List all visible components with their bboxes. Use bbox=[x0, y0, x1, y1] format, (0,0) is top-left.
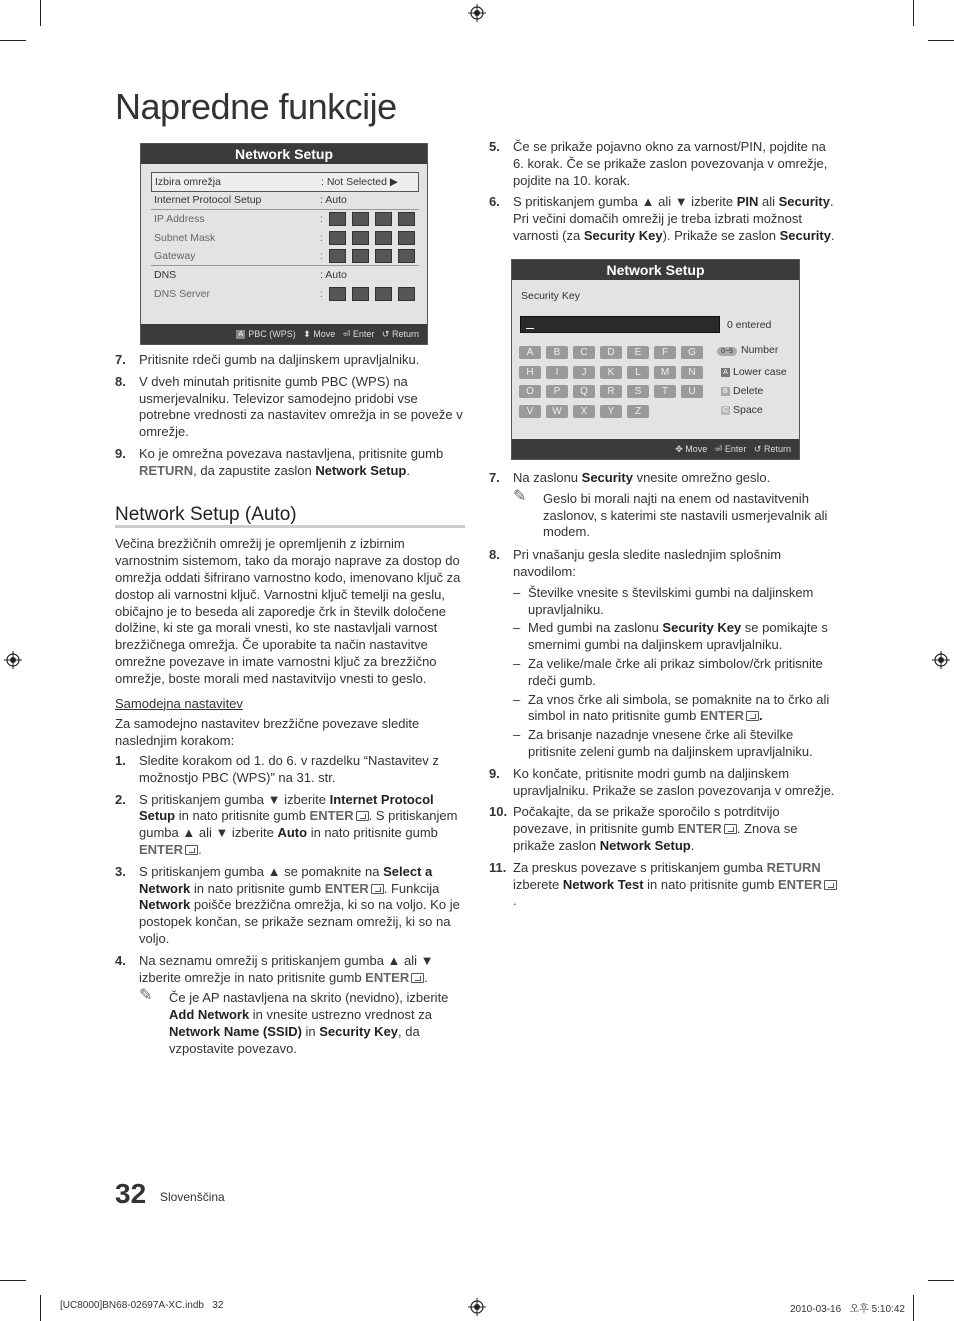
osd-row-ip-address: IP Address : bbox=[151, 210, 419, 228]
key-o[interactable]: O bbox=[519, 385, 541, 398]
enter-icon bbox=[724, 824, 737, 834]
crop-mark bbox=[913, 1295, 914, 1321]
enter-icon bbox=[746, 711, 759, 721]
osd-row-ip-setup[interactable]: Internet Protocol Setup : Auto bbox=[151, 191, 419, 210]
step-9-left: 9. Ko je omrežna povezava nastavljena, pritisnite gumb RETURN, da zapustite zaslon Network Setup. bbox=[115, 445, 444, 478]
registration-mark-icon bbox=[932, 651, 950, 669]
print-footer-left: [UC8000]BN68-02697A-XC.indb 32 bbox=[60, 1300, 224, 1311]
entered-count: 0 entered bbox=[727, 319, 772, 331]
pencil-icon: ✎ bbox=[139, 987, 153, 1005]
section-heading: Network Setup (Auto) bbox=[115, 507, 465, 529]
step-5: 5. Če se prikaže pojavno okno za varnost/PIN, pojdite na 6. korak. Če se prikaže zaslon povezovanja v omrežje, pojdite na 10. korak. bbox=[489, 139, 828, 188]
step-9-right: 9. Ko končate, pritisnite modri gumb na daljinskem upravljalniku. Prikaže se zaslon povezovanja v omrežje. bbox=[489, 765, 835, 798]
pencil-icon: ✎ bbox=[513, 487, 527, 505]
key-d[interactable]: D bbox=[600, 346, 622, 359]
crop-mark bbox=[913, 0, 914, 26]
green-b-icon: B bbox=[721, 387, 730, 396]
key-p[interactable]: P bbox=[546, 385, 568, 398]
step-10: 10. Počakajte, da se prikaže sporočilo s potrditvijo povezave, in pritisnite gumb ENTER . Znova se prikaže zaslon Network Setup. bbox=[489, 804, 798, 853]
step-11: 11. Za preskus povezave s pritiskanjem gumba RETURN izberete Network Test in nato pritisnite gumb ENTER. bbox=[489, 860, 839, 910]
return-icon: ↺ bbox=[753, 444, 762, 454]
bullet: – Številke vnesite s številskimi gumbi na daljinskem upravljalniku. bbox=[513, 584, 814, 617]
key-f[interactable]: F bbox=[654, 346, 676, 359]
right-column-top bbox=[489, 139, 839, 250]
move-icon: ✥ bbox=[675, 444, 683, 454]
legend-lower: A Lower case bbox=[721, 366, 787, 378]
enter-icon: ⏎ bbox=[342, 329, 351, 339]
registration-mark-icon bbox=[4, 651, 22, 669]
registration-mark-icon bbox=[468, 1298, 486, 1316]
osd-footer: ✥ Move ⏎ Enter ↺ Return bbox=[512, 439, 799, 459]
crop-mark bbox=[0, 40, 26, 41]
sub-intro: Za samodejno nastavitev brezžične povezave sledite naslednjim korakom: bbox=[115, 716, 420, 749]
intro-paragraph: Večina brezžičnih omrežij je opremljenih z izbirnim varnostnim sistemom, tako da morajo naprave za dostop do omrežja oddati šifrirano varnostno kodo, imenovano ključ za dostop ali varnostni ključ. Varnostni ključ temelji na geslu, običajno je to beseda ali zaporedje črk in številk določene dolžine, ki ste ga morali vnesti, ko ste nastavljali varnost brezžičnega omrežja. Če uporabite ta način nastavitve omrežne povezave in imate varnostni ključ za brezžično omrežje, boste morali med nastavitvijo vnesti to geslo. bbox=[115, 536, 461, 686]
page-number: 32 bbox=[115, 1178, 147, 1209]
step-1: 1. Sledite korakom od 1. do 6. v razdelku “Nastavitev z možnostjo PBC (WPS)” na 31. str. bbox=[115, 752, 439, 785]
key-g[interactable]: G bbox=[681, 346, 703, 359]
crop-mark bbox=[928, 1280, 954, 1281]
step-4: 4. Na seznamu omrežij s pritiskanjem gumba ▲ ali ▼ izberite omrežje in nato pritisnite gumb ENTER . ✎ Če je AP nastavljena na skrito (nevidno), izberite Add Network in vnesite ustrezno vrednost za Network Name (SSID) in Security Key, da vzpostavite povezavo. bbox=[115, 953, 465, 1058]
bullet: – Za vnos črke ali simbola, se pomaknite na to črko ali simbol in nato pritisnite gumb ENTER . bbox=[513, 691, 830, 724]
key-e[interactable]: E bbox=[627, 346, 649, 359]
step-8-right: 8. Pri vnašanju gesla sledite naslednjim splošnim navodilom: – Številke vnesite s številskimi gumbi na daljinskem upravljalniku. – Med gumbi na zaslonu Security Key se pomikajte s smernimi gumbi na daljinskem upravljalniku. – Za velike/male črke ali prikaz simbolov/črk pritisnite rdeči gumb. – Za vnos črke ali simbola, se pomaknite na to črko ali simbol in nato pritisnite gumb ENTER . – Za brisanje nazadnje vnesene črke ali številke pritisnite zeleni gumb na daljinskem upravljalniku. bbox=[489, 547, 839, 761]
enter-icon bbox=[824, 880, 837, 890]
key-r[interactable]: R bbox=[600, 385, 622, 398]
legend-number: 0~9 Number bbox=[717, 344, 778, 356]
step-8-left: 8. V dveh minutah pritisnite gumb PBC (WPS) na usmerjevalniku. Televizor samodejno pridobi vse potrebne vrednosti za nastavitev omrežja in se poveže v omrežje. bbox=[115, 373, 463, 440]
registration-mark-icon bbox=[468, 4, 486, 22]
note: ✎ Če je AP nastavljena na skrito (nevidno), izberite Add Network in vnesite ustrezno vrednost za Network Name (SSID) in Security Key, da vzpostavite povezavo. bbox=[139, 987, 449, 1056]
red-a-icon: A bbox=[721, 368, 730, 377]
key-a[interactable]: A bbox=[519, 346, 541, 359]
key-s[interactable]: S bbox=[627, 385, 649, 398]
bullet: – Med gumbi na zaslonu Security Key se pomikajte s smernimi gumbi na daljinskem upravljalniku. bbox=[513, 620, 828, 653]
key-j[interactable]: J bbox=[573, 366, 595, 379]
bullet: – Za brisanje nazadnje vnesene črke ali številke pritisnite zeleni gumb na daljinskem upravljalniku. bbox=[513, 727, 813, 759]
key-x[interactable]: X bbox=[573, 405, 595, 418]
security-key-input[interactable] bbox=[520, 316, 720, 333]
page-title: Napredne funkcije bbox=[115, 86, 397, 127]
crop-mark bbox=[0, 1280, 26, 1281]
legend-space: C Space bbox=[722, 404, 763, 416]
note: ✎ Geslo bi morali najti na enem od nastavitvenih zaslonov, s katerimi ste nastavili usmerjevalnik ali modem. bbox=[513, 487, 828, 540]
enter-icon bbox=[185, 845, 198, 855]
bullet: – Za velike/male črke ali prikaz simbolov/črk pritisnite rdeči gumb. bbox=[513, 655, 823, 688]
key-m[interactable]: M bbox=[654, 366, 676, 379]
osd-row-gateway: Gateway : bbox=[151, 247, 419, 266]
crop-mark bbox=[40, 1295, 41, 1321]
key-w[interactable]: W bbox=[546, 405, 568, 418]
subsection-heading: Samodejna nastavitev bbox=[115, 695, 243, 711]
network-setup-osd bbox=[140, 143, 428, 345]
osd-title: Network Setup bbox=[512, 260, 799, 280]
key-n[interactable]: N bbox=[681, 366, 703, 379]
security-key-label: Security Key bbox=[521, 290, 580, 302]
key-z[interactable]: Z bbox=[627, 405, 649, 418]
step-3: 3. S pritiskanjem gumba ▲ se pomaknite na Select a Network in nato pritisnite gumb ENTER . Funkcija Network poišče brezžična omrežja, ki so na voljo. Ko je postopek končan, se prikaže seznam omrežij, ki so na voljo. bbox=[115, 863, 460, 946]
step-6: 6. S pritiskanjem gumba ▲ ali ▼ izberite PIN ali Security. Pri večini domačih omrežij je treba izbrati možnost varnosti (za Security Key). Prikaže se zaslon Security. bbox=[489, 194, 835, 243]
enter-icon bbox=[411, 973, 424, 983]
crop-mark bbox=[928, 40, 954, 41]
enter-icon: ⏎ bbox=[714, 444, 723, 454]
return-icon: ↺ bbox=[381, 329, 390, 339]
crop-mark bbox=[40, 0, 41, 26]
red-a-icon: A bbox=[236, 330, 245, 339]
yellow-c-icon: C bbox=[722, 406, 729, 414]
move-icon: ⬍ bbox=[303, 329, 311, 339]
osd-row-dns-server: DNS Server : bbox=[151, 285, 419, 303]
osd-row-subnet-mask: Subnet Mask : bbox=[151, 229, 419, 247]
key-y[interactable]: Y bbox=[600, 405, 622, 418]
enter-icon bbox=[356, 811, 369, 821]
osd-footer: A PBC (WPS) ⬍ Move ⏎ Enter ↺ Return bbox=[141, 324, 427, 344]
osd-title: Network Setup bbox=[141, 144, 427, 164]
key-k[interactable]: K bbox=[600, 366, 622, 379]
step-2: 2. S pritiskanjem gumba ▼ izberite Internet Protocol Setup in nato pritisnite gumb ENTER . S pritiskanjem gumba ▲ ali ▼ izberite Auto in nato pritisnite gumb ENTER . bbox=[115, 791, 458, 857]
step-7-right: 7. Na zaslonu Security vnesite omrežno geslo. ✎ Geslo bi morali najti na enem od nastavitvenih zaslonov, s katerimi ste nastavili usmerjevalnik ali modem. bbox=[489, 470, 839, 541]
print-footer-right: 2010-03-16 오후 5:10:42 bbox=[790, 1304, 905, 1315]
key-i[interactable]: I bbox=[546, 366, 568, 379]
legend-delete: B Delete bbox=[721, 385, 763, 397]
key-u[interactable]: U bbox=[681, 385, 703, 398]
key-c[interactable]: C bbox=[573, 346, 595, 359]
step-7-left: 7. Pritisnite rdeči gumb na daljinskem upravljalniku. bbox=[115, 352, 420, 367]
security-key-osd bbox=[511, 259, 800, 460]
key-v[interactable]: V bbox=[519, 405, 541, 418]
key-t[interactable]: T bbox=[654, 385, 676, 398]
enter-icon bbox=[371, 884, 384, 894]
key-h[interactable]: H bbox=[519, 366, 541, 379]
osd-row-dns[interactable]: DNS : Auto bbox=[154, 269, 347, 281]
left-column bbox=[115, 352, 465, 1063]
key-q[interactable]: Q bbox=[573, 385, 595, 398]
page-language: Slovenščina bbox=[160, 1190, 225, 1204]
key-l[interactable]: L bbox=[627, 366, 649, 379]
osd-row-network-select[interactable]: Izbira omrežja : Not Selected ▶ bbox=[151, 172, 419, 192]
key-b[interactable]: B bbox=[546, 346, 568, 359]
right-column-bottom bbox=[489, 470, 839, 915]
